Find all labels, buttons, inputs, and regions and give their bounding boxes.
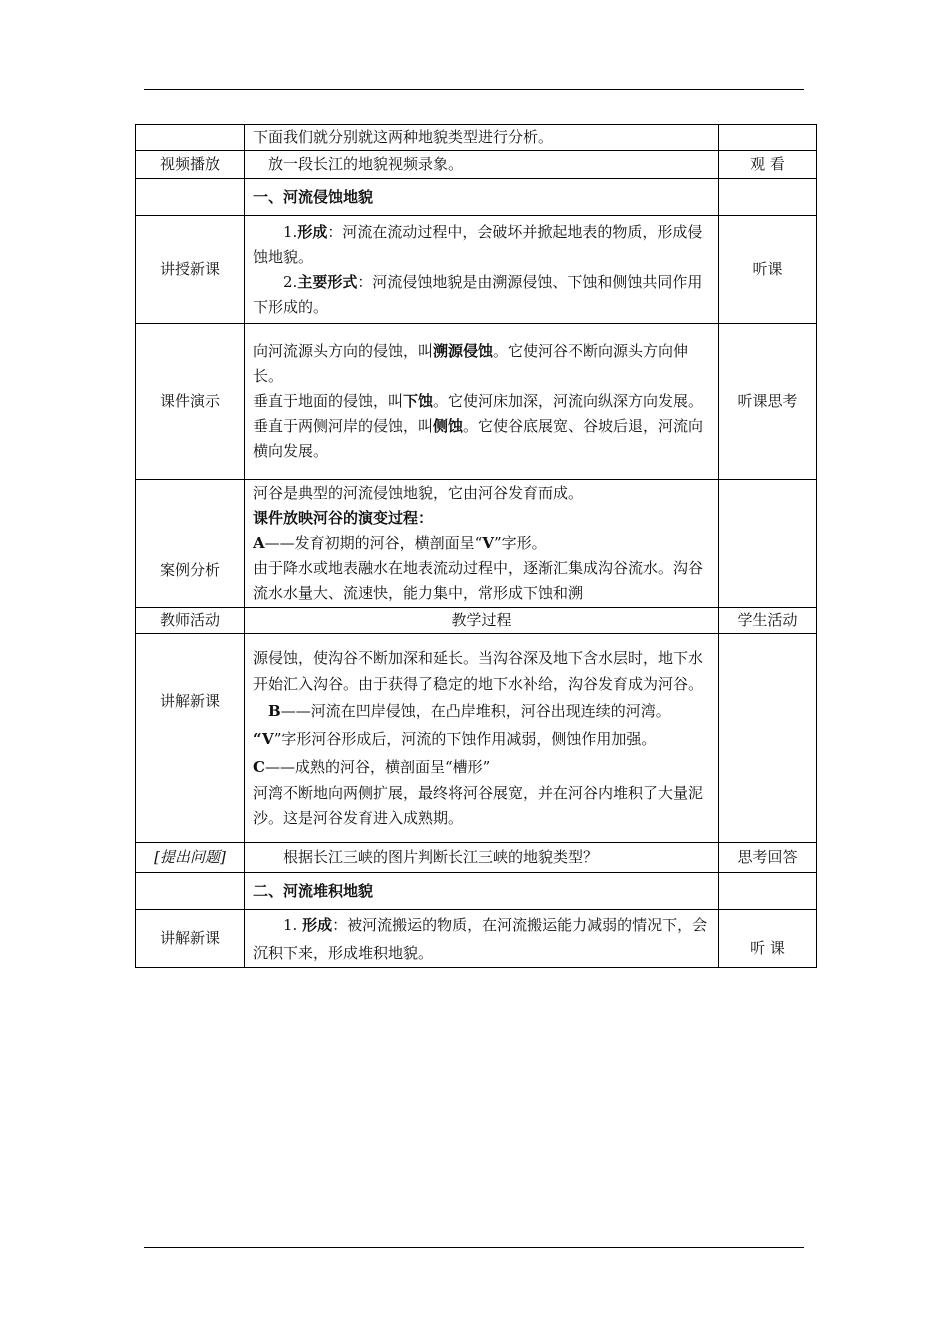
- paragraph: “V”字形河谷形成后，河流的下蚀作用减弱，侧蚀作用加强。: [253, 730, 657, 748]
- student-cell: 观 看: [719, 151, 817, 179]
- column-header: 教学过程: [245, 608, 719, 634]
- student-cell: [719, 480, 817, 608]
- student-cell: 听课思考: [719, 324, 817, 480]
- student-cell: 听 课: [719, 910, 817, 968]
- label-cell: 讲解新课: [136, 910, 245, 968]
- section-heading: 二、河流堆积地貌: [245, 873, 719, 910]
- paragraph: 垂直于两侧河岸的侵蚀，叫侧蚀。它使谷底展宽、谷坡后退，河流向横向发展。: [253, 417, 704, 460]
- student-cell: 听课: [719, 216, 817, 324]
- video-text: 放一段长江的地貌视频录象。: [268, 155, 464, 173]
- paragraph: 垂直于地面的侵蚀，叫下蚀。它使河床加深，河流向纵深方向发展。: [253, 392, 704, 410]
- process-cell: [245, 216, 719, 324]
- process-cell: [245, 480, 719, 608]
- table-row: [136, 179, 817, 216]
- label-cell: [136, 125, 245, 151]
- label-cell: 案例分析: [136, 480, 245, 608]
- paragraph: A——发育初期的河谷，横剖面呈“V”字形。: [253, 534, 547, 552]
- student-cell: [719, 873, 817, 910]
- process-cell: [245, 843, 719, 873]
- column-header: 教师活动: [136, 608, 245, 634]
- paragraph: 源侵蚀，使沟谷不断加深和延长。当沟谷深及地下含水层时，地下水开始汇入沟谷。由于获得了稳定的地下水补给，沟谷发育成为河谷。: [253, 649, 704, 693]
- label-cell: 视频播放: [136, 151, 245, 179]
- section-heading: 一、河流侵蚀地貌: [245, 179, 719, 216]
- student-cell: [719, 125, 817, 151]
- table-row: [136, 910, 817, 968]
- label-cell: [136, 873, 245, 910]
- label-cell: 讲解新课: [136, 634, 245, 843]
- process-cell: [245, 151, 719, 179]
- footer-rule: [144, 1247, 804, 1248]
- table-row: [136, 843, 817, 873]
- process-cell: [245, 910, 719, 968]
- paragraph: 河谷是典型的河流侵蚀地貌，它由河谷发育而成。: [253, 484, 584, 502]
- question-text: 根据长江三峡的图片判断长江三峡的地貌类型？: [283, 848, 599, 866]
- process-cell: [245, 324, 719, 480]
- student-cell: [719, 179, 817, 216]
- table-row: [136, 151, 817, 179]
- paragraph: 由于降水或地表融水在地表流动过程中，逐渐汇集成沟谷流水。沟谷流水水量大、流速快，能力集中，常形成下蚀和溯: [253, 559, 704, 602]
- label-cell: 课件演示: [136, 324, 245, 480]
- paragraph: 河湾不断地向两侧扩展，最终将河谷展宽，并在河谷内堆积了大量泥沙。这是河谷发育进入成熟期。: [253, 784, 704, 827]
- paragraph: C——成熟的河谷，横剖面呈“槽形”: [253, 758, 491, 776]
- student-cell: 思考回答: [719, 843, 817, 873]
- paragraph: 1.形成：河流在流动过程中，会破坏并掀起地表的物质，形成侵蚀地貌。: [253, 222, 703, 266]
- student-cell: [719, 634, 817, 843]
- table-row: [136, 324, 817, 480]
- paragraph: B——河流在凹岸侵蚀，在凸岸堆积，河谷出现连续的河湾。: [268, 702, 671, 720]
- table-row: [136, 873, 817, 910]
- header-rule: [144, 89, 804, 90]
- lesson-plan-table: [135, 124, 817, 968]
- table-header-row: [136, 608, 817, 634]
- process-cell: [245, 634, 719, 843]
- paragraph: 课件放映河谷的演变过程：: [253, 509, 434, 527]
- label-cell: [136, 179, 245, 216]
- label-cell: 讲授新课: [136, 216, 245, 324]
- column-header: 学生活动: [719, 608, 817, 634]
- paragraph: 1. 形成：被河流搬运的物质，在河流搬运能力减弱的情况下，会沉积下来，形成堆积地貌。: [253, 915, 708, 962]
- table-row: [136, 634, 817, 843]
- label-cell: [提出问题]: [136, 843, 245, 873]
- intro-text: 下面我们就分别就这两种地貌类型进行分析。: [253, 128, 554, 146]
- table-row: [136, 216, 817, 324]
- table-row: [136, 480, 817, 608]
- table-row: [136, 125, 817, 151]
- paragraph: 向河流源头方向的侵蚀，叫溯源侵蚀。它使河谷不断向源头方向伸长。: [253, 342, 689, 385]
- process-cell: [245, 125, 719, 151]
- paragraph: 2.主要形式：河流侵蚀地貌是由溯源侵蚀、下蚀和侧蚀共同作用下形成的。: [253, 272, 703, 316]
